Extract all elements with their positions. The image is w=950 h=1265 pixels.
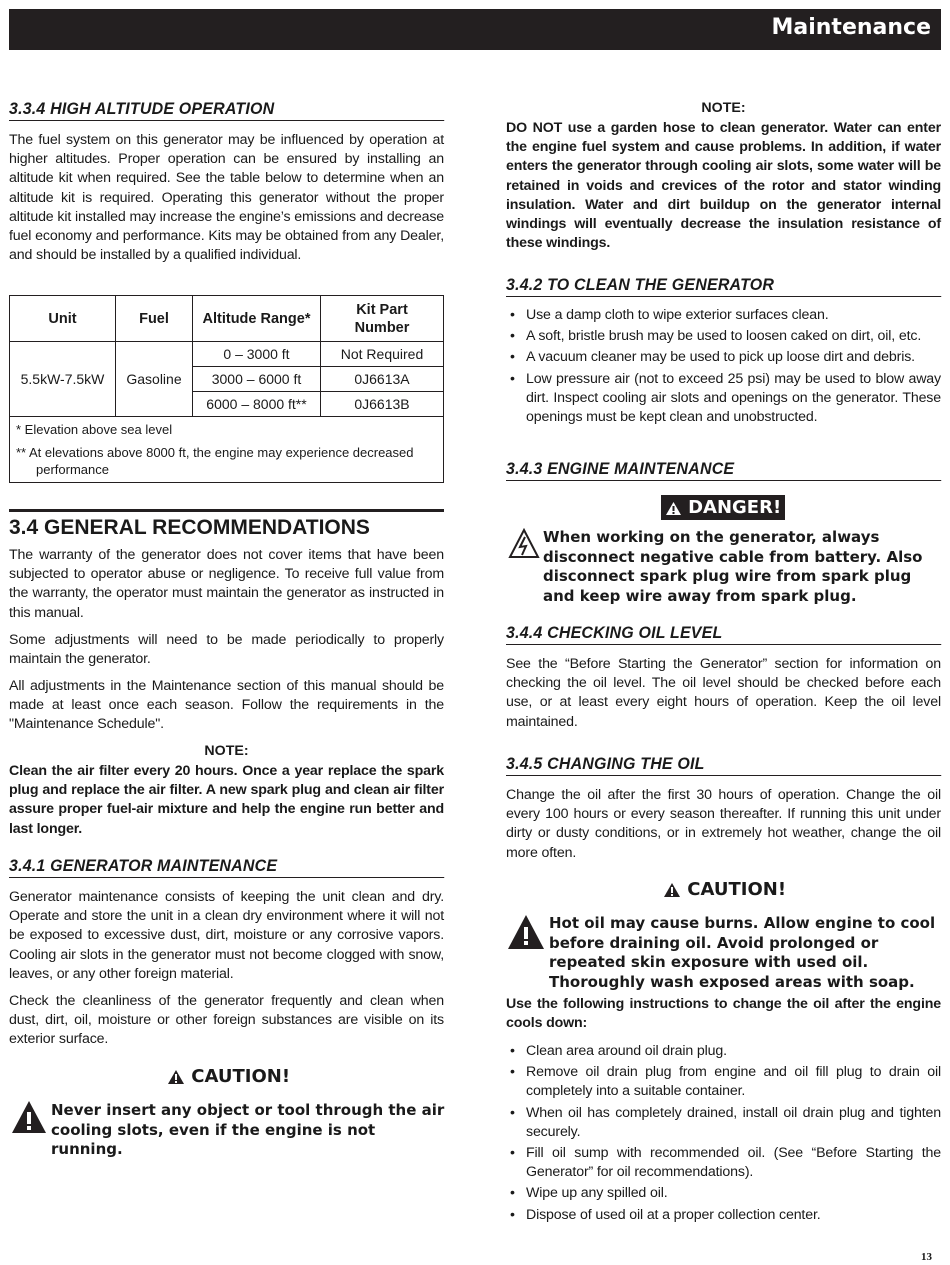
table-header-cell: Unit [10, 296, 116, 342]
caution-label: CAUTION! [191, 1066, 291, 1087]
heading-engine-maintenance: 3.4.3 ENGINE MAINTENANCE [506, 459, 941, 481]
general-p1: The warranty of the generator does not cover items that have been subjected to operator abuse or negligence. To receive full value from the warranty, the operator must maintain the generator as instructed in this manual. [9, 547, 444, 621]
list-item: • Remove oil drain plug from engine and oil fill plug to drain oil completely into a suitable container. [510, 1064, 941, 1100]
list-item-text: Remove oil drain plug from engine and oil fill plug to drain oil completely into a suitable container. [526, 1064, 941, 1100]
list-item-text: Dispose of used oil at a proper collection center. [526, 1206, 821, 1223]
table-cell-kit: 0J6613B [321, 392, 444, 417]
footnote-elevation: * Elevation above sea level [16, 422, 173, 437]
table-header-row [10, 296, 444, 342]
list-item-text: Use a damp cloth to wipe exterior surfaces clean. [526, 307, 829, 323]
list-item-text: Wipe up any spilled oil. [526, 1185, 668, 1202]
general-p2: Some adjustments will need to be made periodically to properly maintain the generator. [9, 632, 444, 668]
warning-triangle-icon [11, 1100, 47, 1134]
list-item: • Wipe up any spilled oil. [510, 1185, 668, 1202]
caution-cooling-slots-text: Never insert any object or tool through the air cooling slots, even if the engine is not running. [51, 1101, 445, 1158]
list-item-text: When oil has completely drained, install oil drain plug and tighten securely. [526, 1104, 941, 1140]
table-cell-kit: 0J6613A [321, 367, 444, 392]
list-item-text: Fill oil sump with recommended oil. (See “Before Starting the Generator” for oil recommendations). [526, 1145, 941, 1181]
note-label: NOTE: [204, 743, 249, 759]
checking-oil-body: See the “Before Starting the Generator” section for information on checking the oil level. The oil level should be checked before each use, or at least every eight hours of operation. Keep the oil level maintained. [506, 656, 941, 730]
heading-clean-generator: 3.4.2 TO CLEAN THE GENERATOR [506, 275, 941, 297]
list-item: • A vacuum cleaner may be used to pick up loose dirt and debris. [510, 349, 915, 366]
note-label: NOTE: [701, 100, 746, 116]
high-altitude-body: The fuel system on this generator may be influenced by operation at higher altitudes. Proper operation can be ensured by installing an altitude kit when required. See the table below to determine when an altitude kit is required. Operating this generator without the proper altitude kit installed may increase the engine’s emissions and decrease fuel economy and performance. Kits may be obtained from any Dealer, and should be installed by a qualified individual. [9, 132, 444, 264]
generator-maintenance-p2: Check the cleanliness of the generator frequently and clean when dust, dirt, oil, moisture or other foreign substances are visible on its exterior surface. [9, 993, 444, 1048]
electrical-hazard-icon [508, 528, 540, 560]
heading-high-altitude: 3.3.4 HIGH ALTITUDE OPERATION [9, 99, 444, 121]
list-item-text: A vacuum cleaner may be used to pick up loose dirt and debris. [526, 349, 915, 366]
table-header-cell: Altitude Range* [193, 296, 321, 342]
clean-generator-list [506, 306, 941, 429]
caution-heading [663, 879, 786, 901]
danger-triangle-icon [665, 501, 682, 516]
list-item-text: A soft, bristle brush may be used to loosen caked on dirt, oil, etc. [526, 328, 922, 345]
danger-badge [661, 495, 785, 520]
heading-generator-maintenance: 3.4.1 GENERATOR MAINTENANCE [9, 856, 444, 878]
caution-heading [167, 1066, 290, 1088]
table-cell-range: 0 – 3000 ft [193, 342, 321, 367]
list-item: • When oil has completely drained, install oil drain plug and tighten securely. [510, 1104, 941, 1140]
page-section-title: Maintenance [771, 15, 931, 40]
table-footnote-row [10, 417, 444, 483]
change-oil-steps [506, 1042, 941, 1227]
table-cell-fuel: Gasoline [116, 342, 193, 417]
caution-hot-oil-text: Hot oil may cause burns. Allow engine to cool before draining oil. Avoid prolonged or repeated skin exposure with used oil. Thoroughly wash exposed areas with soap. [549, 914, 936, 991]
list-item: • A soft, bristle brush may be used to loosen caked on dirt, oil, etc. [510, 328, 922, 345]
note-garden-hose: DO NOT use a garden hose to clean generator. Water can enter the engine fuel system and cause problems. In addition, if water enters the generator through cooling air slots, some water will be retained in voids and crevices of the rotor and stator winding insulation. Water and dirt buildup on the generator internal windings will eventually decrease the insulation resistance of these windings. [506, 120, 941, 252]
caution-label: CAUTION! [687, 879, 787, 900]
list-item: • Clean area around oil drain plug. [510, 1043, 727, 1059]
note-air-filter: Clean the air filter every 20 hours. Once a year replace the spark plug and replace the air filter. A new spark plug and clean air filter assure proper fuel-air mixture and help the engine run better and last longer. [9, 763, 444, 837]
list-item-text: Clean area around oil drain plug. [526, 1043, 727, 1059]
header-bar [9, 9, 941, 50]
table-cell-range: 6000 – 8000 ft** [193, 392, 321, 417]
general-p3: All adjustments in the Maintenance section of this manual should be made at least once each season. Follow the requirements in the "Maintenance Schedule". [9, 678, 444, 733]
warning-triangle-icon [507, 914, 545, 950]
changing-oil-body: Change the oil after the first 30 hours of operation. Change the oil every 100 hours or every season thereafter. If running this unit under dirty or dusty conditions, or in extremely hot weather, change the oil more often. [506, 787, 941, 861]
table-footnotes [10, 417, 444, 483]
page-number: 13 [921, 1251, 932, 1263]
change-oil-instructions-intro: Use the following instructions to change the oil after the engine cools down: [506, 996, 941, 1032]
table-cell-kit: Not Required [321, 342, 444, 367]
table-row [10, 342, 444, 367]
heading-general-recommendations: 3.4 GENERAL RECOMMENDATIONS [9, 509, 444, 540]
table-cell-unit: 5.5kW-7.5kW [10, 342, 116, 417]
danger-battery-text: When working on the generator, always disconnect negative cable from battery. Also disconnect spark plug wire from spark plug and keep wire away from spark plug. [543, 528, 923, 605]
caution-triangle-icon [167, 1069, 185, 1085]
list-item: • Fill oil sump with recommended oil. (See “Before Starting the Generator” for oil recommendations). [510, 1145, 941, 1181]
kit-part-number-header: Kit Part Number [354, 301, 410, 336]
danger-label: DANGER! [688, 497, 782, 518]
table-cell-range: 3000 – 6000 ft [193, 367, 321, 392]
list-item: • Low pressure air (not to exceed 25 psi) may be used to blow away dirt. Inspect cooling air slots and openings on the generator. These openings must be kept clean and unobstructed. [510, 370, 941, 426]
list-item: • Use a damp cloth to wipe exterior surfaces clean. [510, 307, 829, 323]
list-item-text: Low pressure air (not to exceed 25 psi) may be used to blow away dirt. Inspect cooling air slots and openings on the generator. These openings must be kept clean and unobstructed. [526, 370, 941, 426]
heading-changing-oil: 3.4.5 CHANGING THE OIL [506, 754, 941, 776]
caution-triangle-icon [663, 882, 681, 898]
altitude-kit-table [9, 295, 444, 483]
generator-maintenance-p1: Generator maintenance consists of keeping the unit clean and dry. Operate and store the unit in a clean dry environment where it will not be exposed to excessive dust, dirt, moisture or any corrosive vapors. Cooling air slots in the generator must not become clogged with snow, leaves, or any other foreign material. [9, 889, 444, 982]
table-header-cell: Fuel [116, 296, 193, 342]
list-item: • Dispose of used oil at a proper collection center. [510, 1206, 821, 1223]
heading-checking-oil: 3.4.4 CHECKING OIL LEVEL [506, 623, 941, 645]
table-header-cell [321, 296, 444, 342]
footnote-decreased-performance: ** At elevations above 8000 ft, the engine may experience decreased performance [16, 445, 414, 477]
